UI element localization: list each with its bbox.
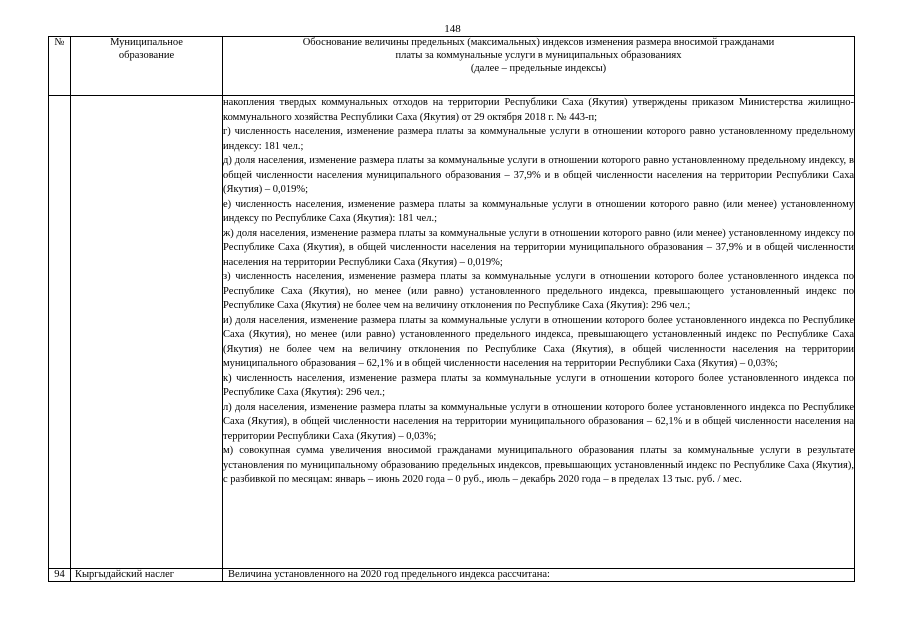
continuation-municipality-cell bbox=[71, 96, 223, 569]
page-number: 148 bbox=[444, 23, 461, 35]
header-rationale-line: платы за коммунальные услуги в муниципальных образованиях bbox=[395, 49, 682, 61]
row-number: 94 bbox=[49, 569, 71, 582]
paragraph: е) численность населения, изменение размера платы за коммунальные услуги в отношении которого равно (или менее) установленному индексу по Республике Саха (Якутия): 181 чел.; bbox=[223, 198, 854, 224]
header-municipality bbox=[71, 37, 223, 96]
header-rationale bbox=[223, 37, 855, 96]
header-municipality-line: Муниципальное bbox=[110, 37, 183, 48]
continuation-row bbox=[49, 96, 855, 569]
municipality-name: Кыргыдайский наслег bbox=[71, 569, 223, 582]
paragraph: к) численность населения, изменение размера платы за коммунальные услуги в отношении которого более установленного индекса по Республике Саха (Якутия): 296 чел.; bbox=[223, 372, 854, 398]
paragraph: г) численность населения, изменение размера платы за коммунальные услуги в отношении которого равно установленному предельному индексу: 181 чел.; bbox=[223, 126, 854, 152]
rationale-text-cell bbox=[223, 96, 855, 569]
header-rationale-line: Обоснование величины предельных (максимальных) индексов изменения размера вносимой гражданами bbox=[302, 37, 775, 48]
paragraph: м) совокупная сумма увеличения вносимой гражданами муниципального образования платы за коммунальные услуги в результате установления по муниципальному образованию предельных индексов, превышающих установленный индекс по Республике Саха (Якутия), с разбивкой по месяцам: январь – июнь 2020 года – 0 руб., июль – декабрь 2020 года – в пределах 13 тыс. руб. / мес. bbox=[223, 445, 854, 485]
paragraph: накопления твердых коммунальных отходов на территории Республики Саха (Якутия) утверждены приказом Министерства жилищно-коммунального хозяйства Республики Саха (Якутия) от 29 октября 2018 г. № 443-п; bbox=[223, 97, 854, 123]
paragraph: з) численность населения, изменение размера платы за коммунальные услуги в отношении которого более установленного индекса по Республике Саха (Якутия), но менее (или равно) установленного предельного индекса, превышающего установленный индекс по Республике Саха (Якутия) не более чем на величину отклонения по Республике Саха (Якутия): 296 чел.; bbox=[223, 271, 854, 311]
continuation-number-cell bbox=[49, 96, 71, 569]
paragraph: и) доля населения, изменение размера платы за коммунальные услуги в отношении которого более установленного индекса по Республике Саха (Якутия), но менее (или равно) установленного предельного индекса, превышающего установленный индекс по Республике Саха (Якутия) не более чем на величину отклонения по Республике Саха (Якутия), в общей численности населения на территории муниципального образования – 62,1% и в общей численности населения на территории Республики Саха (Якутия) – 0,03%; bbox=[223, 314, 854, 369]
row-rationale: Величина установленного на 2020 год предельного индекса рассчитана: bbox=[223, 569, 855, 582]
table-row bbox=[49, 569, 855, 582]
header-rationale-line: (далее – предельные индексы) bbox=[470, 62, 607, 74]
paragraph: д) доля населения, изменение размера платы за коммунальные услуги в отношении которого равно установленному предельному индексу, в общей численности населения муниципального образования – 37,9% и в общей численности населения на территории Республики Саха (Якутия) – 0,019%; bbox=[223, 155, 854, 195]
header-number: № bbox=[49, 37, 71, 96]
header-row bbox=[49, 37, 855, 96]
header-municipality-line: образование bbox=[118, 49, 175, 61]
indices-table bbox=[48, 36, 855, 582]
paragraph: л) доля населения, изменение размера платы за коммунальные услуги в отношении которого более установленного индекса по Республике Саха (Якутия), в общей численности населения на территории муниципального образования – 62,1% и в общей численности населения на территории Республики Саха (Якутия) – 0,03%; bbox=[223, 401, 854, 442]
paragraph: ж) доля населения, изменение размера платы за коммунальные услуги в отношении которого равно (или менее) установленному индексу по Республике Саха (Якутия), в общей численности населения на территории муниципального образования – 37,9% и в общей численности населения на территории Республики Саха (Якутия) – 0,019%; bbox=[223, 227, 854, 268]
